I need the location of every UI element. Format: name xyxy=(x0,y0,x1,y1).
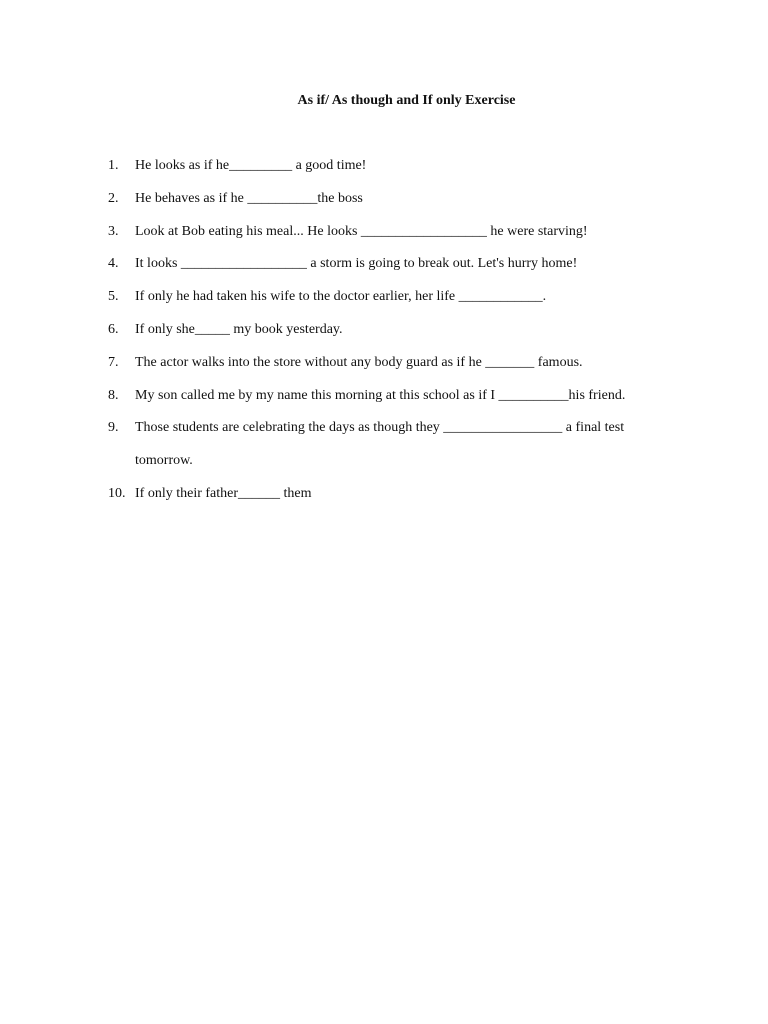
exercise-item-10 xyxy=(108,484,668,504)
page-title: As if/ As though and If only Exercise xyxy=(297,93,516,108)
item-number: 1. xyxy=(108,158,119,173)
item-number: 4. xyxy=(108,256,119,272)
exercise-item-4 xyxy=(108,254,668,274)
item-text: He looks as if he_________ a good time! xyxy=(135,158,367,173)
item-text: If only their father______ them xyxy=(135,485,312,501)
item-number: 10. xyxy=(108,485,126,501)
exercise-item-5 xyxy=(108,287,668,307)
item-number: 8. xyxy=(108,387,119,403)
exercise-item-3 xyxy=(108,222,668,242)
exercise-item-9 xyxy=(108,418,668,471)
item-number: 2. xyxy=(108,190,119,206)
item-text: If only she_____ my book yesterday. xyxy=(135,321,343,337)
item-text: Those students are celebrating the days as though they _________________ a final test xyxy=(135,420,625,436)
item-text: My son called me by my name this morning at this school as if I __________his friend. xyxy=(135,387,626,403)
exercise-item-7 xyxy=(108,353,668,373)
exercise-item-2 xyxy=(108,189,668,209)
item-number: 5. xyxy=(108,289,119,305)
exercise-item-8 xyxy=(108,386,668,406)
item-number: 9. xyxy=(108,420,119,436)
exercise-item-6 xyxy=(108,320,668,340)
exercise-list xyxy=(108,156,668,517)
exercise-item-1 xyxy=(108,156,668,176)
item-text: Look at Bob eating his meal... He looks __________________ he were starving! xyxy=(135,223,588,239)
item-text-continuation: tomorrow. xyxy=(135,453,193,469)
item-text: If only he had taken his wife to the doctor earlier, her life ____________. xyxy=(135,289,547,305)
item-number: 6. xyxy=(108,321,119,337)
item-text: He behaves as if he __________the boss xyxy=(135,190,363,206)
item-number: 3. xyxy=(108,223,119,239)
item-text: The actor walks into the store without any body guard as if he _______ famous. xyxy=(135,354,583,370)
item-text: It looks __________________ a storm is going to break out. Let's hurry home! xyxy=(135,256,578,272)
item-number: 7. xyxy=(108,354,119,370)
